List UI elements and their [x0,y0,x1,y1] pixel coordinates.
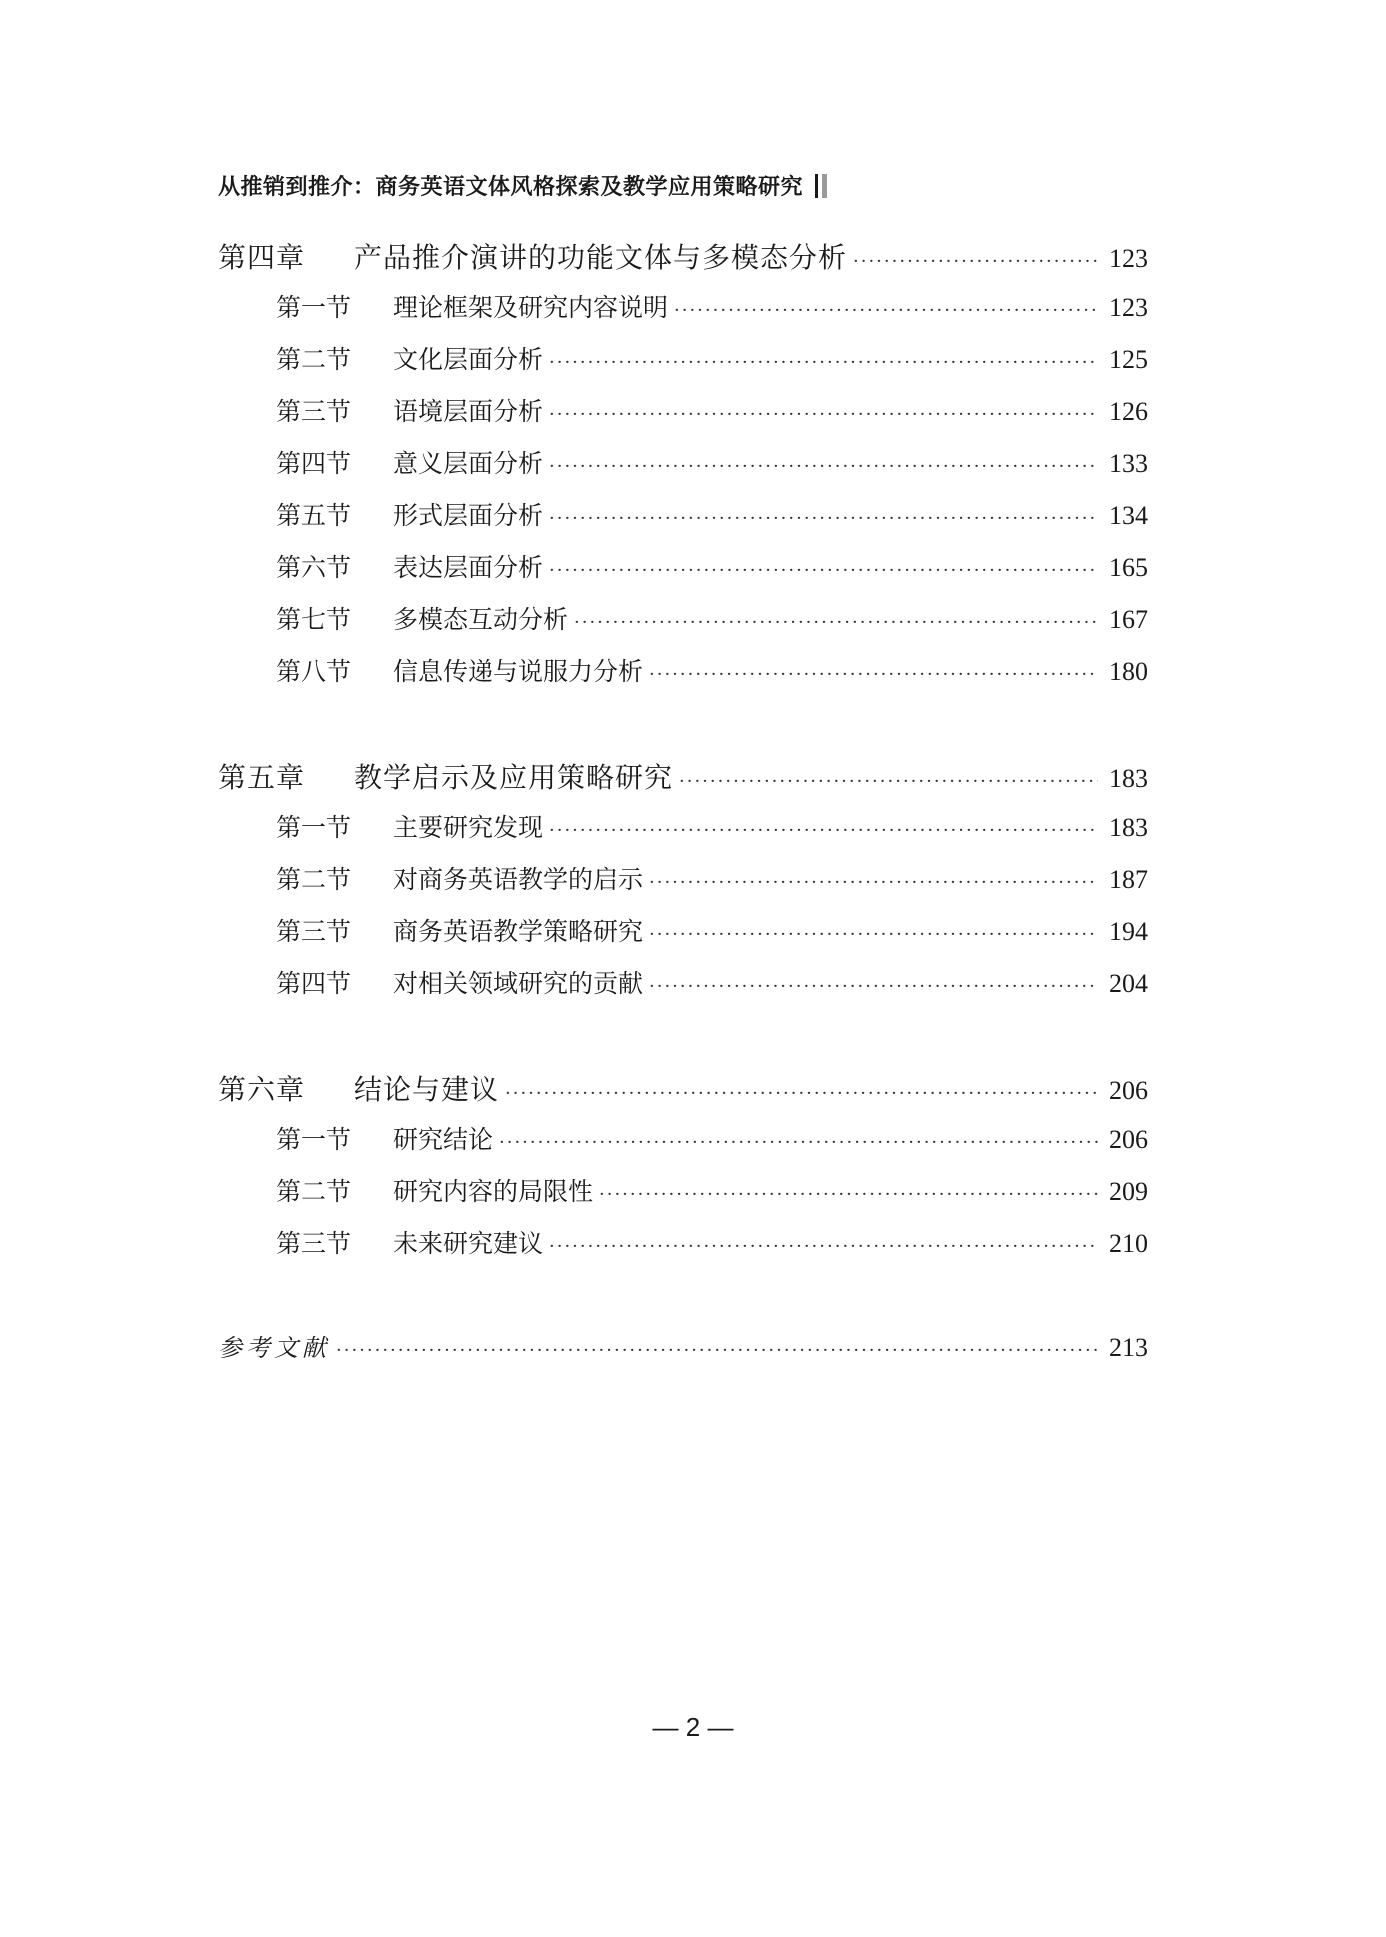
toc-section-4-3[interactable] [218,392,1148,444]
dot-leader [599,1184,1098,1205]
page-number: 134 [1109,501,1148,530]
chapter-number: 第五章 [218,761,306,794]
toc-references[interactable] [218,1328,1148,1380]
page-number: 167 [1109,605,1148,634]
toc-section-4-2[interactable] [218,340,1148,392]
toc-section-5-3[interactable] [218,912,1148,964]
section-number: 第五节 [276,501,352,530]
page-number: 183 [1109,813,1148,842]
dot-leader [549,1236,1098,1257]
section-number: 第八节 [276,657,352,686]
page-number: 194 [1109,917,1148,946]
section-title: 表达层面分析 [393,553,544,582]
toc-section-6-2[interactable] [218,1172,1148,1224]
dot-leader [549,820,1098,841]
section-number: 第一节 [276,813,352,842]
section-number: 第七节 [276,605,352,634]
toc-section-4-4[interactable] [218,444,1148,496]
dot-leader [505,1083,1098,1104]
chapter-number: 第四章 [218,241,306,274]
toc-section-4-6[interactable] [218,548,1148,600]
chapter-title: 教学启示及应用策略研究 [354,761,674,794]
toc-chapter-4[interactable] [218,236,1148,288]
section-number: 第三节 [276,397,352,426]
section-title: 未来研究建议 [393,1229,544,1258]
toc-section-4-5[interactable] [218,496,1148,548]
toc-section-5-1[interactable] [218,808,1148,860]
table-of-contents [218,236,1148,1380]
dot-leader [499,1132,1098,1153]
book-title: 从推销到推介：商务英语文体风格探索及教学应用策略研究 [218,175,804,200]
dot-leader [649,924,1098,945]
toc-section-4-7[interactable] [218,600,1148,652]
dot-leader [649,664,1098,685]
section-title: 形式层面分析 [393,501,544,530]
chapter-number: 第六章 [218,1073,306,1106]
section-number: 第二节 [276,865,352,894]
spacer [218,1016,1148,1068]
section-number: 第一节 [276,1125,352,1154]
section-title: 文化层面分析 [393,345,544,374]
page-number: 204 [1109,969,1148,998]
toc-section-6-3[interactable] [218,1224,1148,1276]
dot-leader [649,976,1098,997]
dot-leader [549,404,1098,425]
section-title: 多模态互动分析 [393,605,569,634]
page-number: 183 [1109,764,1148,793]
toc-chapter-5[interactable] [218,756,1148,808]
page-number: 125 [1109,345,1148,374]
toc-section-4-1[interactable] [218,288,1148,340]
page-number: 206 [1109,1076,1148,1105]
page-number: 213 [1109,1333,1148,1362]
footer-page-number: — 2 — [652,1712,734,1742]
dot-leader [853,251,1098,272]
dot-leader [674,300,1098,321]
references-title: 参考文献 [218,1334,330,1362]
page-number: 123 [1109,244,1148,273]
dot-leader [649,872,1098,893]
section-title: 信息传递与说服力分析 [393,657,644,686]
page-number: 126 [1109,397,1148,426]
section-title: 语境层面分析 [393,397,544,426]
page-number: 180 [1109,657,1148,686]
section-title: 研究内容的局限性 [393,1177,594,1206]
section-number: 第三节 [276,917,352,946]
page-number: 209 [1109,1177,1148,1206]
section-title: 对相关领域研究的贡献 [393,969,644,998]
dot-leader [336,1340,1098,1361]
toc-section-5-4[interactable] [218,964,1148,1016]
dot-leader [549,352,1098,373]
section-number: 第三节 [276,1229,352,1258]
spacer [218,1276,1148,1328]
page-number: 123 [1109,293,1148,322]
section-title: 商务英语教学策略研究 [393,917,644,946]
dot-leader [679,771,1098,792]
spacer [218,704,1148,756]
section-title: 理论框架及研究内容说明 [393,293,669,322]
chapter-title: 结论与建议 [354,1073,500,1106]
toc-section-4-8[interactable] [218,652,1148,704]
section-number: 第二节 [276,1177,352,1206]
page-number: 206 [1109,1125,1148,1154]
section-title: 意义层面分析 [393,449,544,478]
page-number: 187 [1109,865,1148,894]
dot-leader [574,612,1098,633]
section-title: 对商务英语教学的启示 [393,865,644,894]
section-number: 第二节 [276,345,352,374]
section-title: 主要研究发现 [393,813,544,842]
page-number: 133 [1109,449,1148,478]
dot-leader [549,560,1098,581]
toc-chapter-6[interactable] [218,1068,1148,1120]
section-number: 第四节 [276,969,352,998]
toc-section-5-2[interactable] [218,860,1148,912]
page-number: 165 [1109,553,1148,582]
section-number: 第六节 [276,553,352,582]
dot-leader [549,456,1098,477]
section-number: 第四节 [276,449,352,478]
page-number: 210 [1109,1229,1148,1258]
section-title: 研究结论 [393,1125,494,1154]
chapter-title: 产品推介演讲的功能文体与多模态分析 [354,241,848,274]
header-rule-mark [815,173,827,199]
running-header [218,170,827,201]
dot-leader [549,508,1098,529]
toc-section-6-1[interactable] [218,1120,1148,1172]
section-number: 第一节 [276,293,352,322]
